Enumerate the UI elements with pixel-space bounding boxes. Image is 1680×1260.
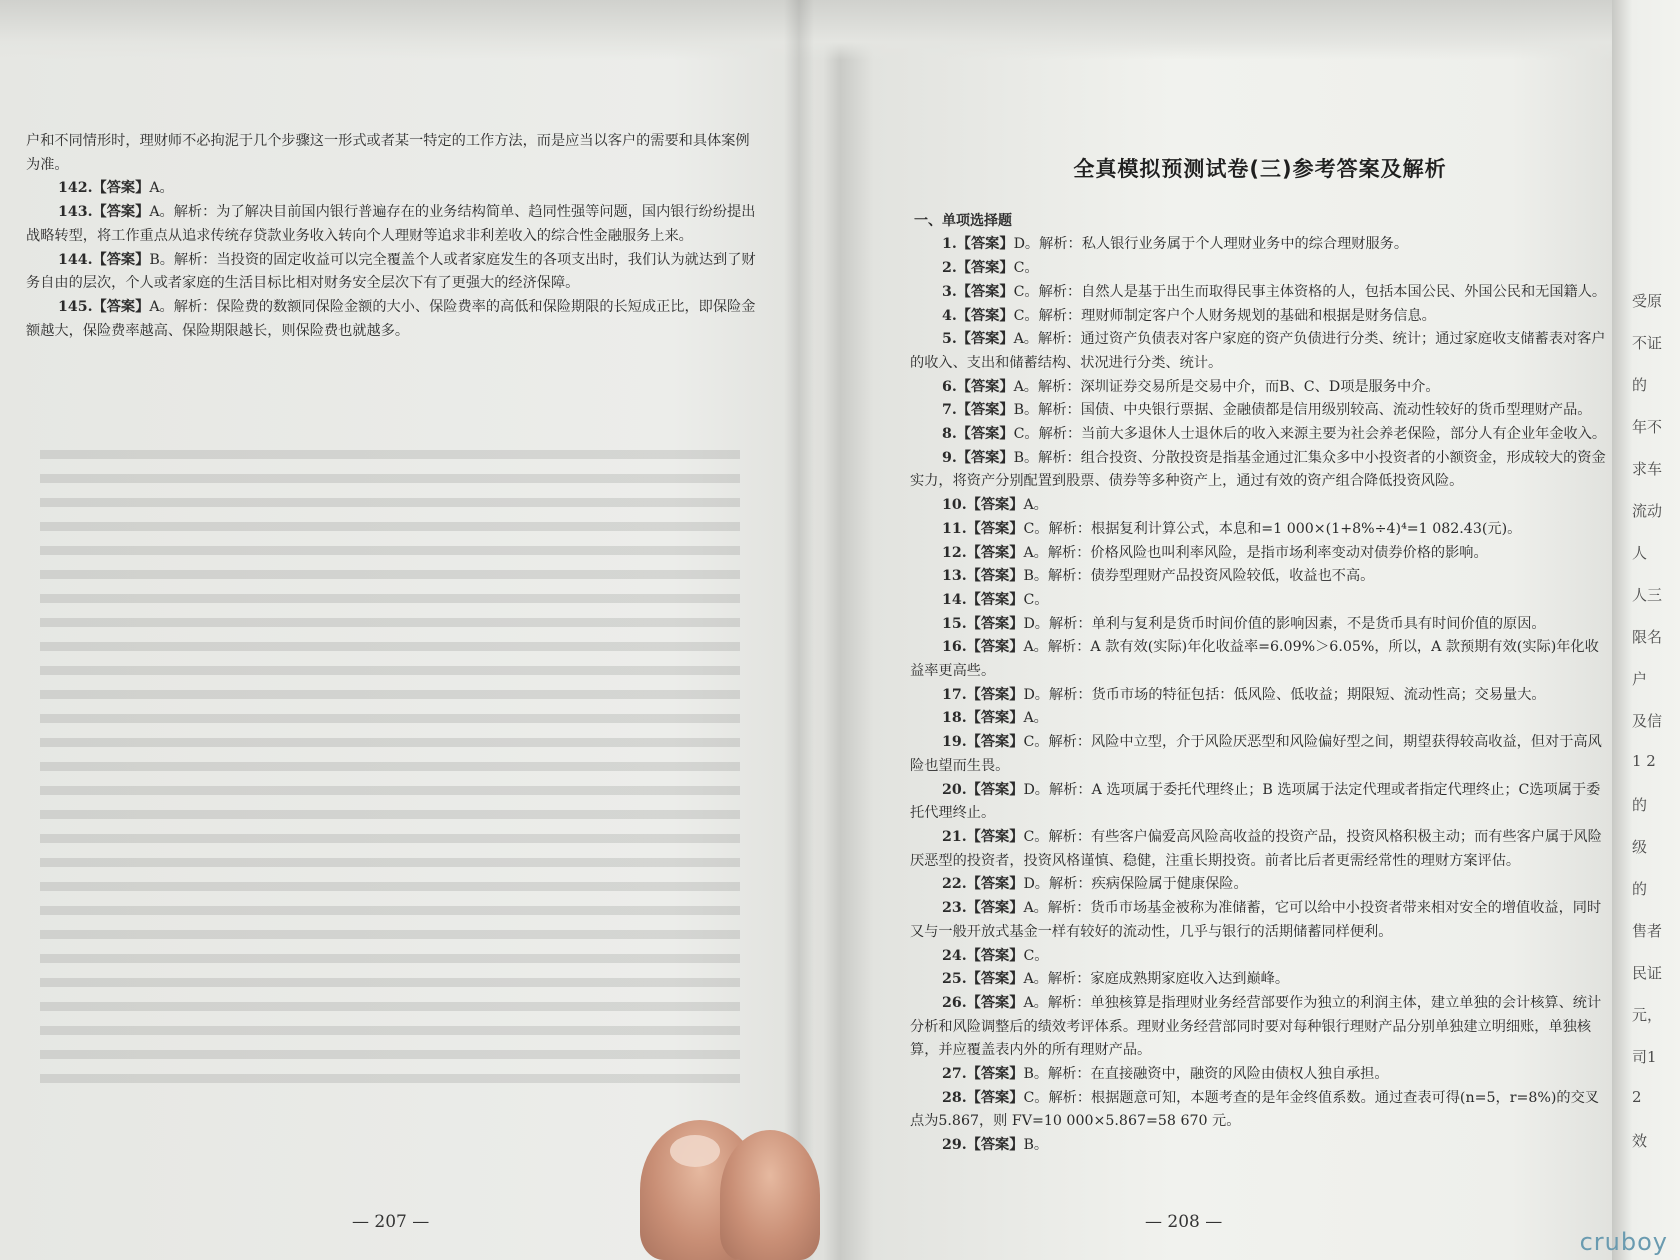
answer-label: 16.【答案】 (942, 639, 1024, 656)
answer-label: 11.【答案】 (942, 520, 1024, 537)
next-page-fragment: 户 (1632, 670, 1648, 688)
answer-text: C。 (1013, 260, 1039, 277)
answer-item (910, 257, 1610, 281)
next-page-fragment: 的 (1632, 376, 1648, 394)
answer-text: A。解析：为了解决目前国内银行普遍存在的业务结构简单、趋同性强等问题，国内银行纷纷提出战略转型，将工作重点从追求传统存贷款业务收入转向个人理财等追求非利差收入的综合性金融服务上来。 (26, 204, 756, 244)
answer-item (910, 565, 1610, 589)
next-page-fragment: 司1 (1632, 1048, 1657, 1066)
answer-item (26, 249, 756, 296)
next-page-fragment: 的 (1632, 880, 1648, 898)
watermark: cruboy (1579, 1228, 1668, 1256)
next-page-fragment: 1 2 (1632, 752, 1656, 770)
next-page-fragment: 2 (1632, 1088, 1642, 1106)
answer-item (910, 992, 1610, 1063)
bleed-through-text (40, 450, 740, 1090)
answer-text: B。解析：当投资的固定收益可以完全覆盖个人或者家庭发生的各项支出时，我们认为就达到了财务自由的层次，个人或者家庭的生活目标比相对财务安全层次下有了更强大的经济保障。 (26, 251, 756, 292)
answer-item (910, 779, 1610, 826)
next-page-edge (1612, 0, 1680, 1260)
answer-text: D。解析：单利与复利是货币时间价值的影响因素，不是货币具有时间价值的原因。 (1023, 615, 1546, 632)
answer-text: D。解析：货币市场的特征包括：低风险、低收益；期限短、流动性高；交易量大。 (1023, 686, 1546, 703)
answer-item (910, 1087, 1610, 1134)
answer-label: 4.【答案】 (942, 307, 1014, 324)
answer-label: 17.【答案】 (942, 686, 1024, 703)
thumbnail (670, 1135, 720, 1167)
answer-label: 9.【答案】 (942, 449, 1014, 466)
answer-label: 24.【答案】 (942, 947, 1024, 964)
answer-text: A。解析：深圳证券交易所是交易中介，而B、C、D项是服务中介。 (1013, 378, 1440, 395)
answer-text: D。解析：疾病保险属于健康保险。 (1023, 876, 1248, 893)
right-page (910, 130, 1610, 1158)
answer-item (910, 542, 1610, 566)
answer-text: B。解析：组合投资、分散投资是指基金通过汇集众多中小投资者的小额资金，形成较大的资金实力，将资产分别配置到股票、债券等多种资产上，通过有效的资产组合降低投资风险。 (910, 449, 1606, 490)
answer-list (910, 233, 1610, 1157)
answer-label: 20.【答案】 (942, 781, 1024, 798)
answer-label: 12.【答案】 (942, 544, 1024, 561)
answer-text: 户和不同情形时，理财师不必拘泥于几个步骤这一形式或者某一特定的工作方法，而是应当以客户的需要和具体案例为准。 (26, 133, 750, 173)
answer-label: 26.【答案】 (942, 994, 1024, 1011)
answer-label: 8.【答案】 (942, 426, 1014, 443)
finger (720, 1130, 820, 1260)
answer-label: 6.【答案】 (942, 378, 1014, 395)
answer-text: C。 (1023, 591, 1049, 608)
answer-label: 27.【答案】 (942, 1066, 1024, 1083)
answer-item (910, 1134, 1610, 1158)
next-page-fragment: 效 (1632, 1132, 1648, 1150)
next-page-fragment: 不证 (1632, 334, 1663, 352)
answer-text: C。解析：当前大多退休人士退休后的收入来源主要为社会养老保险，部分人有企业年金收入。 (1013, 426, 1607, 443)
answer-item (26, 296, 756, 343)
next-page-fragment: 受原 (1632, 292, 1663, 310)
next-page-fragment: 元， (1632, 1006, 1663, 1024)
answer-text: C。解析：根据复利计算公式，本息和=1 000×(1+8%÷4)⁴=1 082.43(元)。 (1023, 520, 1522, 537)
answer-item (26, 177, 756, 201)
answer-text: D。解析：私人银行业务属于个人理财业务中的综合理财服务。 (1013, 236, 1409, 253)
answer-item (910, 305, 1610, 329)
book-gutter (784, 0, 814, 1260)
answer-text: A。 (1023, 497, 1048, 514)
left-page (26, 130, 756, 343)
answer-item (910, 968, 1610, 992)
answer-text: A。解析：价格风险也叫利率风险，是指市场利率变动对债券价格的影响。 (1023, 544, 1488, 561)
answer-label: 18.【答案】 (942, 710, 1024, 727)
answer-text: B。解析：债券型理财产品投资风险较低，收益也不高。 (1023, 568, 1375, 585)
answer-label: 23.【答案】 (942, 900, 1024, 917)
answer-label: 142.【答案】 (58, 180, 150, 197)
answer-text: C。解析：根据题意可知，本题考查的是年金终值系数。通过查表可得(n=5，r=8%)的交叉点为5.867，则 FV=10 000×5.867=58 670 元。 (910, 1089, 1599, 1130)
answer-text: C。解析：有些客户偏爱高风险高收益的投资产品，投资风格积极主动；而有些客户属于风险厌恶型的投资者，投资风格谨慎、稳健，注重长期投资。前者比后者更需经常性的理财方案评估。 (910, 828, 1602, 869)
next-page-fragment: 人三 (1632, 586, 1663, 604)
answer-text: D。解析：A 选项属于委托代理终止；B 选项属于法定代理或者指定代理终止；C选项属于委托代理终止。 (910, 781, 1601, 822)
answer-label: 143.【答案】 (58, 204, 150, 221)
answer-label: 1.【答案】 (942, 236, 1014, 253)
answer-text: A。解析：A 款有效(实际)年化收益率=6.09%＞6.05%，所以，A 款预期有效(实际)年化收益率更高些。 (910, 639, 1599, 680)
answer-item (910, 684, 1610, 708)
next-page-fragment: 及信 (1632, 712, 1663, 730)
next-page-fragment: 级 (1632, 838, 1648, 856)
answer-item (910, 707, 1610, 731)
answer-item (910, 873, 1610, 897)
answer-item (26, 130, 756, 177)
answer-text: A。解析：保险费的数额同保险金额的大小、保险费率的高低和保险期限的长短成正比，即保险金额越大，保险费率越高、保险期限越长，则保险费也就越多。 (26, 298, 756, 339)
answer-label: 144.【答案】 (58, 251, 150, 268)
answer-text: C。 (1023, 947, 1049, 964)
answer-text: A。 (1023, 710, 1048, 727)
answer-item (910, 518, 1610, 542)
page-title: 全真模拟预测试卷(三)参考答案及解析 (1073, 157, 1447, 181)
next-page-fragment: 的 (1632, 796, 1648, 814)
answer-item (910, 423, 1610, 447)
answer-item (910, 328, 1610, 375)
answer-item (910, 589, 1610, 613)
answer-item (910, 945, 1610, 969)
answer-item (910, 233, 1610, 257)
answer-item (910, 399, 1610, 423)
answer-label: 2.【答案】 (942, 260, 1014, 277)
section-heading: 一、单项选择题 (914, 212, 1012, 229)
answer-label: 3.【答案】 (942, 283, 1014, 300)
answer-text: C。解析：自然人是基于出生而取得民事主体资格的人，包括本国公民、外国公民和无国籍人。 (1013, 283, 1607, 300)
top-shadow (0, 0, 1680, 60)
answer-text: B。解析：在直接融资中，融资的风险由债权人独自承担。 (1023, 1066, 1389, 1083)
answer-text: A。解析：家庭成熟期家庭收入达到巅峰。 (1023, 971, 1290, 988)
answer-label: 15.【答案】 (942, 615, 1024, 632)
answer-label: 145.【答案】 (58, 298, 150, 315)
next-page-fragment: 流动 (1632, 502, 1663, 520)
answer-item (910, 376, 1610, 400)
answer-text: A。解析：货币市场基金被称为准储蓄，它可以给中小投资者带来相对安全的增值收益，同时又与一般开放式基金一样有较好的流动性，几乎与银行的活期储蓄同样便利。 (910, 900, 1602, 940)
answer-item (910, 826, 1610, 873)
answer-label: 19.【答案】 (942, 734, 1024, 751)
answer-text: A。 (149, 180, 174, 197)
answer-item (910, 897, 1610, 944)
answer-label: 14.【答案】 (942, 591, 1024, 608)
answer-item (910, 636, 1610, 683)
answer-item (910, 447, 1610, 494)
answer-text: B。 (1023, 1137, 1049, 1154)
answer-item (910, 731, 1610, 778)
answer-text: A。解析：单独核算是指理财业务经营部要作为独立的利润主体，建立单独的会计核算、统计分析和风险调整后的绩效考评体系。理财业务经营部同时要对每种银行理财产品分别单独建立明细账，单独核算，并应覆盖表内外的所有理财产品。 (910, 994, 1602, 1059)
answer-label: 7.【答案】 (942, 402, 1014, 419)
answer-label: 21.【答案】 (942, 828, 1024, 845)
answer-item (910, 1063, 1610, 1087)
answer-label: 28.【答案】 (942, 1089, 1024, 1106)
answer-label: 13.【答案】 (942, 568, 1024, 585)
answer-item (910, 494, 1610, 518)
right-page-number: — 208 — (1145, 1212, 1223, 1232)
answer-item (910, 281, 1610, 305)
answer-item (26, 201, 756, 248)
answer-label: 10.【答案】 (942, 497, 1024, 514)
answer-text: C。解析：风险中立型，介于风险厌恶型和风险偏好型之间，期望获得较高收益，但对于高风险也望而生畏。 (910, 734, 1602, 774)
next-page-fragment: 民证 (1632, 964, 1663, 982)
answer-item (910, 613, 1610, 637)
answer-text: B。解析：国债、中央银行票据、金融债都是信用级别较高、流动性较好的货币型理财产品。 (1013, 402, 1592, 419)
answer-label: 5.【答案】 (942, 331, 1014, 348)
left-page-number: — 207 — (352, 1212, 430, 1232)
answer-label: 22.【答案】 (942, 876, 1024, 893)
answer-label: 25.【答案】 (942, 971, 1024, 988)
next-page-fragment: 人 (1632, 544, 1648, 562)
answer-text: C。解析：理财师制定客户个人财务规划的基础和根据是财务信息。 (1013, 307, 1436, 324)
answer-label: 29.【答案】 (942, 1137, 1024, 1154)
next-page-fragment: 售者 (1632, 922, 1663, 940)
next-page-fragment: 年不 (1632, 418, 1663, 436)
next-page-fragment: 求车 (1632, 460, 1663, 478)
next-page-fragment: 限名 (1632, 628, 1663, 646)
answer-text: A。解析：通过资产负债表对客户家庭的资产负债进行分类、统计；通过家庭收支储蓄表对客户的收入、支出和储蓄结构、状况进行分类、统计。 (910, 331, 1606, 371)
